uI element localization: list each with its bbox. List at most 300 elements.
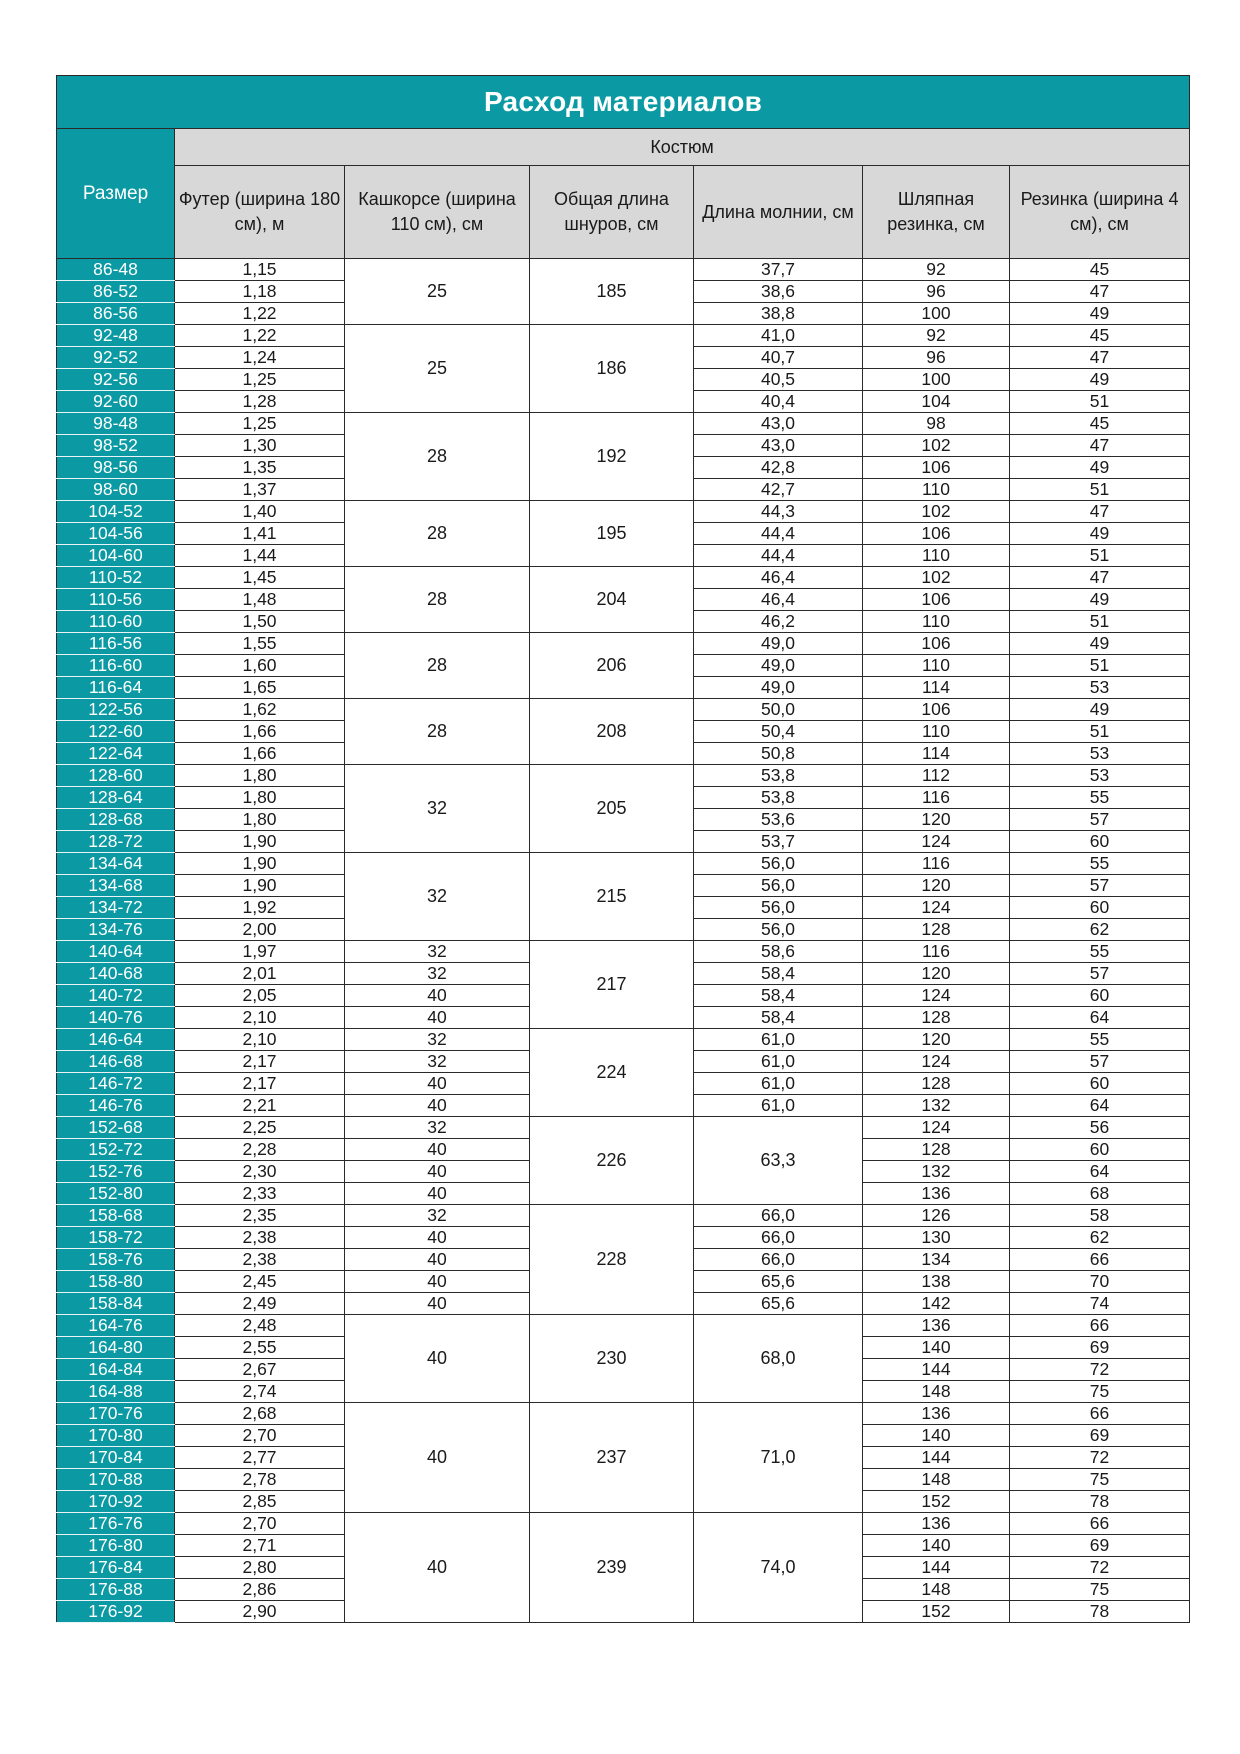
zipper-cell: 42,7 xyxy=(694,479,863,501)
elastic-cell: 75 xyxy=(1010,1579,1190,1601)
zipper-cell: 66,0 xyxy=(694,1205,863,1227)
size-cell: 158-68 xyxy=(57,1205,175,1227)
elastic-cell: 66 xyxy=(1010,1249,1190,1271)
size-cell: 110-56 xyxy=(57,589,175,611)
futer-cell: 2,01 xyxy=(175,963,345,985)
elastic-cell: 55 xyxy=(1010,853,1190,875)
elastic-cell: 69 xyxy=(1010,1337,1190,1359)
kashkorse-cell: 32 xyxy=(345,853,530,941)
futer-cell: 1,37 xyxy=(175,479,345,501)
elastic-cell: 47 xyxy=(1010,501,1190,523)
kashkorse-cell: 25 xyxy=(345,259,530,325)
size-cell: 98-60 xyxy=(57,479,175,501)
size-cell: 104-60 xyxy=(57,545,175,567)
hat-elastic-cell: 106 xyxy=(863,633,1010,655)
zipper-cell: 61,0 xyxy=(694,1095,863,1117)
cords-cell: 217 xyxy=(530,941,694,1029)
hat-elastic-cell: 140 xyxy=(863,1535,1010,1557)
elastic-cell: 55 xyxy=(1010,1029,1190,1051)
size-cell: 134-76 xyxy=(57,919,175,941)
kashkorse-column-header: Кашкорсе (ширина 110 см), см xyxy=(345,166,530,259)
futer-cell: 1,90 xyxy=(175,875,345,897)
elastic-cell: 60 xyxy=(1010,985,1190,1007)
elastic-cell: 49 xyxy=(1010,633,1190,655)
hat-elastic-cell: 102 xyxy=(863,567,1010,589)
futer-cell: 2,48 xyxy=(175,1315,345,1337)
elastic-cell: 57 xyxy=(1010,963,1190,985)
futer-cell: 1,28 xyxy=(175,391,345,413)
cords-cell: 186 xyxy=(530,325,694,413)
zipper-cell: 40,7 xyxy=(694,347,863,369)
size-cell: 146-64 xyxy=(57,1029,175,1051)
hat-elastic-cell: 140 xyxy=(863,1337,1010,1359)
zipper-cell: 38,8 xyxy=(694,303,863,325)
size-cell: 170-84 xyxy=(57,1447,175,1469)
size-cell: 164-88 xyxy=(57,1381,175,1403)
size-cell: 110-52 xyxy=(57,567,175,589)
zipper-cell: 53,6 xyxy=(694,809,863,831)
table-body xyxy=(57,259,1190,1623)
hat-elastic-cell: 110 xyxy=(863,611,1010,633)
size-cell: 122-60 xyxy=(57,721,175,743)
zipper-cell: 63,3 xyxy=(694,1117,863,1205)
elastic-cell: 78 xyxy=(1010,1491,1190,1513)
futer-cell: 1,22 xyxy=(175,325,345,347)
elastic-cell: 51 xyxy=(1010,545,1190,567)
elastic-cell: 66 xyxy=(1010,1513,1190,1535)
zipper-cell: 56,0 xyxy=(694,853,863,875)
futer-cell: 1,66 xyxy=(175,721,345,743)
size-cell: 146-68 xyxy=(57,1051,175,1073)
elastic-cell: 62 xyxy=(1010,1227,1190,1249)
materials-table xyxy=(56,75,1190,1623)
size-cell: 86-48 xyxy=(57,259,175,281)
futer-cell: 1,80 xyxy=(175,765,345,787)
hat-elastic-cell: 136 xyxy=(863,1183,1010,1205)
hat-elastic-cell: 144 xyxy=(863,1447,1010,1469)
elastic-cell: 53 xyxy=(1010,765,1190,787)
zipper-cell: 53,8 xyxy=(694,765,863,787)
hat-elastic-cell: 128 xyxy=(863,1007,1010,1029)
elastic-cell: 57 xyxy=(1010,875,1190,897)
size-cell: 92-60 xyxy=(57,391,175,413)
table-row xyxy=(57,853,1190,875)
hat-elastic-cell: 102 xyxy=(863,435,1010,457)
kashkorse-cell: 40 xyxy=(345,985,530,1007)
elastic-cell: 74 xyxy=(1010,1293,1190,1315)
hat-elastic-cell: 104 xyxy=(863,391,1010,413)
hat-elastic-cell: 140 xyxy=(863,1425,1010,1447)
futer-cell: 2,71 xyxy=(175,1535,345,1557)
elastic-cell: 53 xyxy=(1010,743,1190,765)
futer-cell: 1,45 xyxy=(175,567,345,589)
elastic-cell: 47 xyxy=(1010,435,1190,457)
size-cell: 92-48 xyxy=(57,325,175,347)
elastic-cell: 78 xyxy=(1010,1601,1190,1623)
size-cell: 116-56 xyxy=(57,633,175,655)
futer-cell: 1,65 xyxy=(175,677,345,699)
zipper-cell: 42,8 xyxy=(694,457,863,479)
size-cell: 104-52 xyxy=(57,501,175,523)
zipper-cell: 65,6 xyxy=(694,1271,863,1293)
futer-cell: 1,41 xyxy=(175,523,345,545)
hat-elastic-cell: 132 xyxy=(863,1095,1010,1117)
futer-cell: 2,70 xyxy=(175,1513,345,1535)
size-cell: 164-84 xyxy=(57,1359,175,1381)
size-cell: 146-76 xyxy=(57,1095,175,1117)
zipper-cell: 49,0 xyxy=(694,633,863,655)
elastic-cell: 53 xyxy=(1010,677,1190,699)
cords-cell: 192 xyxy=(530,413,694,501)
elastic-cell: 49 xyxy=(1010,369,1190,391)
cords-cell: 226 xyxy=(530,1117,694,1205)
futer-cell: 2,67 xyxy=(175,1359,345,1381)
hat-elastic-column-header: Шляпная резинка, см xyxy=(863,166,1010,259)
elastic-cell: 49 xyxy=(1010,589,1190,611)
kashkorse-cell: 32 xyxy=(345,963,530,985)
hat-elastic-cell: 110 xyxy=(863,655,1010,677)
zipper-cell: 41,0 xyxy=(694,325,863,347)
table-row xyxy=(57,1403,1190,1425)
elastic-cell: 51 xyxy=(1010,721,1190,743)
zipper-column-header: Длина молнии, см xyxy=(694,166,863,259)
table-row xyxy=(57,325,1190,347)
elastic-cell: 75 xyxy=(1010,1469,1190,1491)
size-cell: 98-48 xyxy=(57,413,175,435)
zipper-cell: 43,0 xyxy=(694,435,863,457)
elastic-cell: 66 xyxy=(1010,1315,1190,1337)
size-cell: 134-68 xyxy=(57,875,175,897)
kashkorse-cell: 28 xyxy=(345,567,530,633)
futer-cell: 1,80 xyxy=(175,787,345,809)
elastic-cell: 75 xyxy=(1010,1381,1190,1403)
hat-elastic-cell: 124 xyxy=(863,985,1010,1007)
zipper-cell: 65,6 xyxy=(694,1293,863,1315)
zipper-cell: 44,4 xyxy=(694,545,863,567)
futer-cell: 2,05 xyxy=(175,985,345,1007)
size-cell: 128-64 xyxy=(57,787,175,809)
zipper-cell: 61,0 xyxy=(694,1051,863,1073)
hat-elastic-cell: 144 xyxy=(863,1557,1010,1579)
hat-elastic-cell: 128 xyxy=(863,1073,1010,1095)
zipper-cell: 46,2 xyxy=(694,611,863,633)
kashkorse-cell: 28 xyxy=(345,413,530,501)
futer-cell: 1,35 xyxy=(175,457,345,479)
cords-cell: 206 xyxy=(530,633,694,699)
zipper-cell: 50,0 xyxy=(694,699,863,721)
futer-cell: 1,55 xyxy=(175,633,345,655)
kashkorse-cell: 32 xyxy=(345,1051,530,1073)
futer-cell: 2,90 xyxy=(175,1601,345,1623)
futer-cell: 2,25 xyxy=(175,1117,345,1139)
futer-cell: 2,85 xyxy=(175,1491,345,1513)
futer-cell: 1,48 xyxy=(175,589,345,611)
table-row xyxy=(57,699,1190,721)
hat-elastic-cell: 96 xyxy=(863,347,1010,369)
size-cell: 104-56 xyxy=(57,523,175,545)
futer-cell: 2,33 xyxy=(175,1183,345,1205)
size-cell: 152-68 xyxy=(57,1117,175,1139)
elastic-cell: 51 xyxy=(1010,391,1190,413)
futer-cell: 1,80 xyxy=(175,809,345,831)
hat-elastic-cell: 116 xyxy=(863,853,1010,875)
zipper-cell: 44,4 xyxy=(694,523,863,545)
elastic-cell: 60 xyxy=(1010,831,1190,853)
zipper-cell: 44,3 xyxy=(694,501,863,523)
zipper-cell: 58,4 xyxy=(694,963,863,985)
kashkorse-cell: 28 xyxy=(345,633,530,699)
cords-cell: 230 xyxy=(530,1315,694,1403)
size-cell: 176-76 xyxy=(57,1513,175,1535)
size-cell: 170-92 xyxy=(57,1491,175,1513)
zipper-cell: 37,7 xyxy=(694,259,863,281)
elastic-cell: 51 xyxy=(1010,655,1190,677)
hat-elastic-cell: 112 xyxy=(863,765,1010,787)
hat-elastic-cell: 92 xyxy=(863,259,1010,281)
futer-cell: 2,70 xyxy=(175,1425,345,1447)
size-cell: 134-72 xyxy=(57,897,175,919)
size-cell: 164-80 xyxy=(57,1337,175,1359)
size-cell: 158-76 xyxy=(57,1249,175,1271)
size-cell: 176-84 xyxy=(57,1557,175,1579)
size-cell: 98-56 xyxy=(57,457,175,479)
zipper-cell: 68,0 xyxy=(694,1315,863,1403)
elastic-cell: 72 xyxy=(1010,1447,1190,1469)
hat-elastic-cell: 124 xyxy=(863,831,1010,853)
size-cell: 122-64 xyxy=(57,743,175,765)
kashkorse-cell: 25 xyxy=(345,325,530,413)
size-cell: 176-92 xyxy=(57,1601,175,1623)
size-cell: 98-52 xyxy=(57,435,175,457)
elastic-cell: 55 xyxy=(1010,787,1190,809)
cords-cell: 228 xyxy=(530,1205,694,1315)
hat-elastic-cell: 120 xyxy=(863,809,1010,831)
kashkorse-cell: 32 xyxy=(345,1205,530,1227)
hat-elastic-cell: 120 xyxy=(863,1029,1010,1051)
futer-cell: 2,68 xyxy=(175,1403,345,1425)
kashkorse-cell: 40 xyxy=(345,1513,530,1623)
hat-elastic-cell: 148 xyxy=(863,1381,1010,1403)
zipper-cell: 50,4 xyxy=(694,721,863,743)
futer-cell: 1,92 xyxy=(175,897,345,919)
zipper-cell: 58,4 xyxy=(694,1007,863,1029)
futer-cell: 2,17 xyxy=(175,1051,345,1073)
hat-elastic-cell: 130 xyxy=(863,1227,1010,1249)
hat-elastic-cell: 126 xyxy=(863,1205,1010,1227)
futer-cell: 2,21 xyxy=(175,1095,345,1117)
kashkorse-cell: 32 xyxy=(345,941,530,963)
size-cell: 110-60 xyxy=(57,611,175,633)
elastic-cell: 49 xyxy=(1010,457,1190,479)
elastic-cell: 64 xyxy=(1010,1007,1190,1029)
futer-cell: 2,74 xyxy=(175,1381,345,1403)
elastic-cell: 47 xyxy=(1010,281,1190,303)
elastic-cell: 55 xyxy=(1010,941,1190,963)
zipper-cell: 49,0 xyxy=(694,677,863,699)
zipper-cell: 66,0 xyxy=(694,1249,863,1271)
size-cell: 176-88 xyxy=(57,1579,175,1601)
costume-group-header: Костюм xyxy=(175,129,1190,166)
hat-elastic-cell: 102 xyxy=(863,501,1010,523)
elastic-cell: 49 xyxy=(1010,523,1190,545)
size-cell: 116-60 xyxy=(57,655,175,677)
size-cell: 86-52 xyxy=(57,281,175,303)
size-cell: 116-64 xyxy=(57,677,175,699)
hat-elastic-cell: 114 xyxy=(863,677,1010,699)
futer-cell: 1,30 xyxy=(175,435,345,457)
futer-cell: 1,66 xyxy=(175,743,345,765)
kashkorse-cell: 40 xyxy=(345,1271,530,1293)
elastic-cell: 69 xyxy=(1010,1425,1190,1447)
zipper-cell: 46,4 xyxy=(694,567,863,589)
kashkorse-cell: 32 xyxy=(345,1117,530,1139)
size-cell: 158-84 xyxy=(57,1293,175,1315)
futer-cell: 1,97 xyxy=(175,941,345,963)
elastic-cell: 45 xyxy=(1010,259,1190,281)
table-row xyxy=(57,1315,1190,1337)
elastic-cell: 45 xyxy=(1010,325,1190,347)
futer-cell: 1,15 xyxy=(175,259,345,281)
futer-cell: 2,49 xyxy=(175,1293,345,1315)
futer-cell: 1,18 xyxy=(175,281,345,303)
futer-cell: 2,38 xyxy=(175,1249,345,1271)
zipper-cell: 74,0 xyxy=(694,1513,863,1623)
cords-cell: 208 xyxy=(530,699,694,765)
table-row xyxy=(57,259,1190,281)
cords-column-header: Общая длина шнуров, см xyxy=(530,166,694,259)
elastic-cell: 58 xyxy=(1010,1205,1190,1227)
size-cell: 92-56 xyxy=(57,369,175,391)
futer-cell: 1,22 xyxy=(175,303,345,325)
zipper-cell: 53,8 xyxy=(694,787,863,809)
futer-cell: 2,30 xyxy=(175,1161,345,1183)
futer-cell: 1,25 xyxy=(175,369,345,391)
elastic-cell: 51 xyxy=(1010,611,1190,633)
size-cell: 140-68 xyxy=(57,963,175,985)
zipper-cell: 58,4 xyxy=(694,985,863,1007)
elastic-cell: 45 xyxy=(1010,413,1190,435)
hat-elastic-cell: 114 xyxy=(863,743,1010,765)
size-cell: 140-72 xyxy=(57,985,175,1007)
futer-cell: 2,00 xyxy=(175,919,345,941)
elastic-cell: 57 xyxy=(1010,809,1190,831)
size-cell: 164-76 xyxy=(57,1315,175,1337)
cords-cell: 195 xyxy=(530,501,694,567)
size-cell: 152-80 xyxy=(57,1183,175,1205)
cords-cell: 215 xyxy=(530,853,694,941)
elastic-cell: 69 xyxy=(1010,1535,1190,1557)
zipper-cell: 49,0 xyxy=(694,655,863,677)
table-row xyxy=(57,1029,1190,1051)
kashkorse-cell: 40 xyxy=(345,1293,530,1315)
kashkorse-cell: 40 xyxy=(345,1095,530,1117)
futer-cell: 1,44 xyxy=(175,545,345,567)
hat-elastic-cell: 124 xyxy=(863,1117,1010,1139)
hat-elastic-cell: 106 xyxy=(863,699,1010,721)
table-row xyxy=(57,633,1190,655)
zipper-cell: 38,6 xyxy=(694,281,863,303)
size-cell: 176-80 xyxy=(57,1535,175,1557)
table-row xyxy=(57,765,1190,787)
zipper-cell: 40,4 xyxy=(694,391,863,413)
size-cell: 158-72 xyxy=(57,1227,175,1249)
kashkorse-cell: 40 xyxy=(345,1227,530,1249)
zipper-cell: 53,7 xyxy=(694,831,863,853)
cords-cell: 237 xyxy=(530,1403,694,1513)
table-row xyxy=(57,1205,1190,1227)
cords-cell: 239 xyxy=(530,1513,694,1623)
zipper-cell: 61,0 xyxy=(694,1073,863,1095)
zipper-cell: 61,0 xyxy=(694,1029,863,1051)
table-row xyxy=(57,567,1190,589)
futer-cell: 2,80 xyxy=(175,1557,345,1579)
elastic-cell: 60 xyxy=(1010,897,1190,919)
size-cell: 140-64 xyxy=(57,941,175,963)
futer-cell: 2,55 xyxy=(175,1337,345,1359)
zipper-cell: 40,5 xyxy=(694,369,863,391)
size-cell: 122-56 xyxy=(57,699,175,721)
hat-elastic-cell: 110 xyxy=(863,479,1010,501)
zipper-cell: 71,0 xyxy=(694,1403,863,1513)
futer-cell: 1,90 xyxy=(175,831,345,853)
hat-elastic-cell: 98 xyxy=(863,413,1010,435)
hat-elastic-cell: 120 xyxy=(863,875,1010,897)
hat-elastic-cell: 106 xyxy=(863,523,1010,545)
hat-elastic-cell: 152 xyxy=(863,1491,1010,1513)
hat-elastic-cell: 148 xyxy=(863,1469,1010,1491)
elastic-cell: 62 xyxy=(1010,919,1190,941)
table-row xyxy=(57,941,1190,963)
zipper-cell: 66,0 xyxy=(694,1227,863,1249)
futer-cell: 2,10 xyxy=(175,1029,345,1051)
size-cell: 128-60 xyxy=(57,765,175,787)
hat-elastic-cell: 136 xyxy=(863,1315,1010,1337)
size-cell: 170-88 xyxy=(57,1469,175,1491)
zipper-cell: 46,4 xyxy=(694,589,863,611)
size-cell: 134-64 xyxy=(57,853,175,875)
zipper-cell: 50,8 xyxy=(694,743,863,765)
elastic-cell: 49 xyxy=(1010,303,1190,325)
futer-cell: 2,86 xyxy=(175,1579,345,1601)
futer-cell: 2,38 xyxy=(175,1227,345,1249)
elastic-cell: 60 xyxy=(1010,1073,1190,1095)
table-row xyxy=(57,501,1190,523)
cords-cell: 205 xyxy=(530,765,694,853)
hat-elastic-cell: 106 xyxy=(863,457,1010,479)
futer-cell: 1,90 xyxy=(175,853,345,875)
size-cell: 146-72 xyxy=(57,1073,175,1095)
kashkorse-cell: 40 xyxy=(345,1139,530,1161)
futer-cell: 1,24 xyxy=(175,347,345,369)
size-column-header: Размер xyxy=(57,129,175,259)
futer-cell: 1,25 xyxy=(175,413,345,435)
hat-elastic-cell: 138 xyxy=(863,1271,1010,1293)
elastic-cell: 72 xyxy=(1010,1359,1190,1381)
kashkorse-cell: 40 xyxy=(345,1073,530,1095)
table-title: Расход материалов xyxy=(57,76,1190,129)
size-cell: 170-80 xyxy=(57,1425,175,1447)
futer-cell: 2,77 xyxy=(175,1447,345,1469)
hat-elastic-cell: 124 xyxy=(863,897,1010,919)
elastic-cell: 60 xyxy=(1010,1139,1190,1161)
size-cell: 170-76 xyxy=(57,1403,175,1425)
table-row xyxy=(57,1513,1190,1535)
elastic-cell: 49 xyxy=(1010,699,1190,721)
kashkorse-cell: 28 xyxy=(345,699,530,765)
hat-elastic-cell: 116 xyxy=(863,941,1010,963)
hat-elastic-cell: 134 xyxy=(863,1249,1010,1271)
table-row xyxy=(57,1117,1190,1139)
